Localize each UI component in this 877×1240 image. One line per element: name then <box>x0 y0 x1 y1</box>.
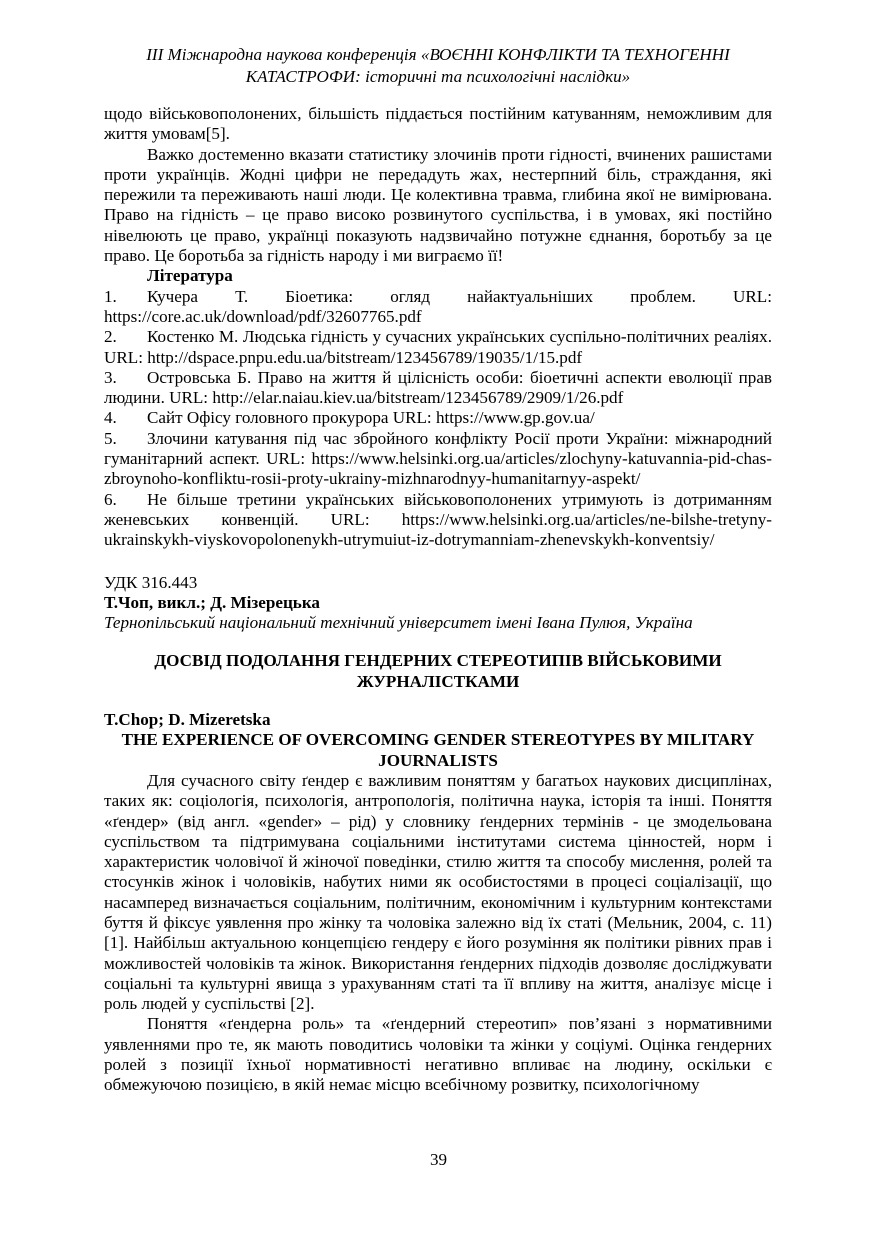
literature-item <box>104 429 772 490</box>
article-title-en-line-1: THE EXPERIENCE OF OVERCOMING GENDER STEREOTYPES BY MILITARY <box>121 730 755 750</box>
article-title-ua <box>104 651 772 692</box>
paragraph-continuation: щодо військовополонених, більшість піддається постійним катуванням, неможливим для життя умовам[5]. <box>104 104 772 144</box>
conference-header <box>104 44 772 88</box>
page-number: 39 <box>429 1150 448 1169</box>
header-line-1: ІІІ Міжнародна наукова конференція «ВОЄННІ КОНФЛІКТИ ТА ТЕХНОГЕННІ <box>146 45 730 64</box>
paragraph-dignity: Важко достеменно вказати статистику злочинів проти гідності, вчинених рашистами проти українців. Жодні цифри не передадуть жах, нестерпний біль, страждання, які пережили та переживають наші люди. Це колективна травма, глибина якої не вимірювана. Право на гідність – це право високо розвинутого суспільства, і в умовах, які постійно нівелюють це право, українці показують надзвичайно потужне єднання, боротьбу за це право. Це боротьба за гідність народу і ми виграємо її! <box>104 144 772 266</box>
article-title-ua-line-1: ДОСВІД ПОДОЛАННЯ ГЕНДЕРНИХ СТЕРЕОТИПІВ ВІЙСЬКОВИМИ <box>154 651 722 671</box>
authors-ua: Т.Чоп, викл.; Д. Мізерецька <box>104 592 320 612</box>
literature-item-number: 2. <box>104 327 117 347</box>
literature-item-number: 3. <box>104 367 117 387</box>
article-title-en <box>104 730 772 771</box>
udk-code: УДК 316.443 <box>104 572 198 592</box>
literature-item <box>104 490 772 551</box>
literature-item <box>104 368 772 409</box>
literature-item-text: Островська Б. Право на життя й цілісність особи: біоетичні аспекти еволюції прав людини. URL: http://elar.naiau.kiev.ua/bitstream/123456789/2909/1/26.pdf <box>104 367 772 408</box>
page-content <box>104 44 772 1096</box>
literature-list <box>104 287 772 551</box>
literature-item-number: 4. <box>104 408 117 428</box>
literature-item-text: Не більше третини українських військовополонених утримують із дотриманням женевських конвенцій. URL: https://www.helsinki.org.ua/articles/ne-bilshe-tretyny-ukrainskykh-viyskovopolonenykh-utrymuiut-iz-dotrymanniam-zhenevskykh-konventsiy/ <box>104 489 772 550</box>
affiliation: Тернопільський національний технічний університет імені Івана Пулюя, Україна <box>104 613 693 633</box>
literature-item-text: Костенко М. Людська гідність у сучасних українських суспільно-політичних реаліях. URL: http://dspace.pnpu.edu.ua/bitstream/123456789/19035/1/15.pdf <box>104 327 772 367</box>
article-title-ua-line-2: ЖУРНАЛІСТКАМИ <box>356 671 520 691</box>
literature-item <box>104 327 772 368</box>
literature-item-text: Злочини катування під час збройного конфлікту Росії проти України: міжнародний гуманітарний аспект. URL: https://www.helsinki.org.ua/articles/zlochyny-katuvannia-pid-chas-zbroynoho-konfliktu-rosii-proty-ukrainy-mizhnarodnyy-humanitarnyy-aspekt/ <box>104 428 772 489</box>
literature-item <box>104 287 772 328</box>
article-title-en-line-2: JOURNALISTS <box>378 750 498 770</box>
literature-item-number: 1. <box>104 286 117 306</box>
article-body-paragraph-1: Для сучасного світу ґендер є важливим поняттям у багатьох наукових дисциплінах, таких як: соціологія, психологія, антропологія, політична наука, історія та інші. Поняття «ґендер» (від англ. «gender» – рід) у словнику ґендерних термінів - це змодельована суспільством та підтримувана соціальними інститутами система цінностей, норм і характеристик чоловічої й жіночої поведінки, стилю життя та способу мислення, ролей та стосунків жінок і чоловіків, набутих ними як особистостями в процесі соціалізації, що насамперед визначається соціальним, політичним, економічним і культурним контекстами буття й фіксує уявлення про жінку та чоловіка залежно від їх статі (Мельник, 2004, с. 11) [1]. Найбільш актуальною концепцією гендеру є його розуміння як політики рівних прав і можливостей чоловіків та жінок. Використання ґендерних підходів дозволяє досліджувати соціальні та культурні явища з урахуванням статі та її впливу на життя, аналізує місце і роль людей у суспільстві [2]. <box>104 770 772 1014</box>
authors-en: T.Chop; D. Mizeretska <box>104 710 271 730</box>
literature-item-number: 6. <box>104 489 117 509</box>
literature-item-text: Кучера Т. Біоетика: огляд найактуальніших проблем. URL: https://core.ac.uk/download/pdf/32607765.pdf <box>104 286 772 326</box>
header-line-2: КАТАСТРОФИ: історичні та психологічні наслідки» <box>245 67 631 86</box>
article-body-paragraph-2: Поняття «ґендерна роль» та «ґендерний стереотип» пов’язані з нормативними уявленнями про те, як мають поводитись чоловіки та жінки у соціумі. Оцінка гендерних ролей з позиції їхньої нормативності негативно впливає на людину, оскільки є обмежуючою позицією, в якій немає місцю всебічному розвитку, психологічному <box>104 1014 772 1095</box>
literature-item-number: 5. <box>104 428 117 448</box>
literature-item-text: Сайт Офісу головного прокурора URL: https://www.gp.gov.ua/ <box>147 408 595 428</box>
literature-heading: Література <box>147 266 233 286</box>
literature-item <box>104 408 772 428</box>
